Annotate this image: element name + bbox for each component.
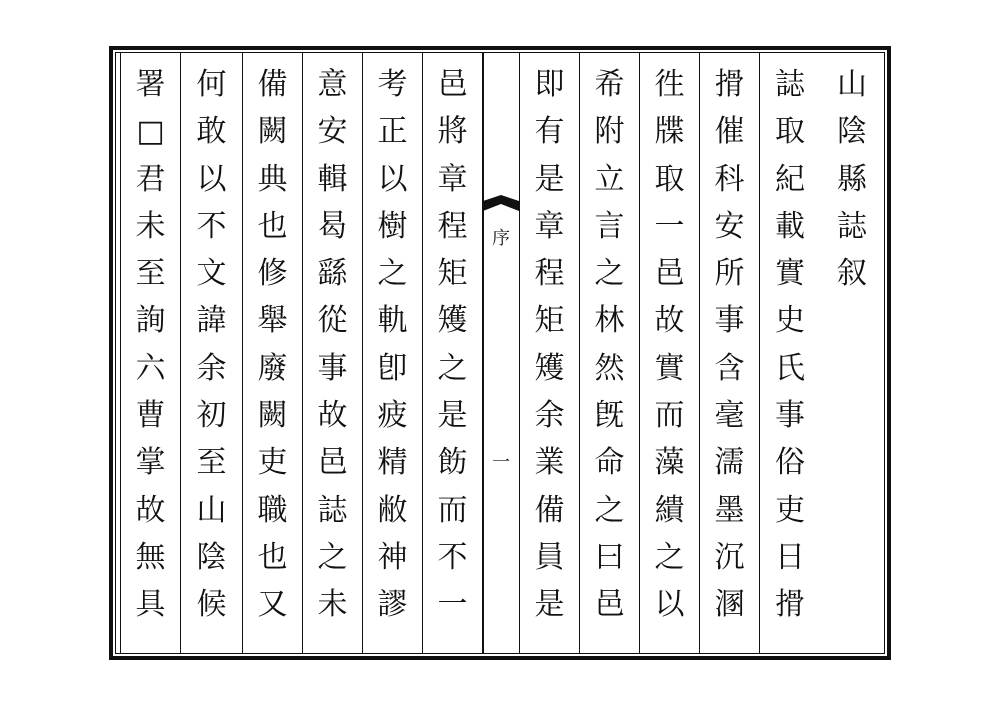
character: 修 <box>257 256 288 292</box>
character: 紀 <box>775 161 805 197</box>
character: 陰 <box>837 114 867 150</box>
character: 林 <box>594 303 625 339</box>
character: 余 <box>534 398 565 434</box>
character: 敢 <box>196 114 227 150</box>
character: 神 <box>377 539 408 575</box>
character: 謬 <box>377 587 408 623</box>
character: 繢 <box>654 492 685 528</box>
character: 曷 <box>317 208 348 244</box>
character: 實 <box>654 350 685 386</box>
character: 取 <box>654 161 685 197</box>
character: 立 <box>594 161 625 197</box>
character: 毫 <box>714 398 745 434</box>
character: 未 <box>135 208 166 244</box>
character: 之 <box>377 256 408 292</box>
text-column <box>302 53 362 653</box>
character: 備 <box>257 67 288 102</box>
character: 至 <box>196 445 227 481</box>
character: 故 <box>654 303 685 339</box>
character: 飭 <box>437 445 468 481</box>
character: 史 <box>775 303 805 339</box>
character: 故 <box>135 492 166 528</box>
character: 邑 <box>594 587 625 623</box>
text-column <box>579 53 639 653</box>
column-text <box>197 61 227 629</box>
fishtail-mark-icon <box>483 195 520 225</box>
character: 一 <box>437 587 468 623</box>
character: 山 <box>837 67 867 102</box>
character: 廢 <box>257 350 288 386</box>
character: 搰 <box>775 587 805 623</box>
character: 何 <box>196 67 227 102</box>
character: 員 <box>534 539 565 575</box>
character: 程 <box>437 208 468 244</box>
character: 不 <box>437 539 468 575</box>
character: 之 <box>654 539 685 575</box>
character: 也 <box>257 208 288 244</box>
character: 即 <box>534 67 565 102</box>
character: 未 <box>317 587 348 623</box>
character: 安 <box>317 114 348 150</box>
text-column <box>519 53 579 653</box>
character: 矩 <box>534 303 565 339</box>
center-band-line-right <box>519 53 520 653</box>
character: 縣 <box>837 161 867 197</box>
character: 以 <box>377 161 408 197</box>
column-text <box>595 61 625 629</box>
character: 是 <box>437 398 468 434</box>
character: 輯 <box>317 161 348 197</box>
character: 矩 <box>437 256 468 292</box>
text-column <box>422 53 482 653</box>
character: 之 <box>594 492 625 528</box>
character: 樹 <box>377 208 408 244</box>
character: 命 <box>594 445 625 481</box>
character: 候 <box>196 587 227 623</box>
character: 科 <box>714 161 745 197</box>
center-band-line-left <box>483 53 484 653</box>
character: 掌 <box>135 445 166 481</box>
text-column <box>180 53 242 653</box>
character: 附 <box>594 114 625 150</box>
text-column <box>699 53 759 653</box>
title-column <box>820 53 884 653</box>
character: 事 <box>775 398 805 434</box>
character: 事 <box>714 303 745 339</box>
character: 君 <box>135 161 166 197</box>
character: 不 <box>196 208 227 244</box>
character: 所 <box>714 256 745 292</box>
character: 濡 <box>714 445 745 481</box>
character: 闕 <box>257 114 288 150</box>
character: 矱 <box>534 350 565 386</box>
character: 之 <box>594 256 625 292</box>
character: 徃 <box>654 67 685 102</box>
character: 精 <box>377 445 408 481</box>
character: 有 <box>534 114 565 150</box>
character: 敝 <box>377 492 408 528</box>
character: 初 <box>196 398 227 434</box>
character: 典 <box>257 161 288 197</box>
center-band <box>482 53 519 653</box>
column-text <box>438 61 468 629</box>
character: 言 <box>594 208 625 244</box>
column-text <box>318 61 348 629</box>
character: 載 <box>775 208 805 244</box>
character: 氏 <box>775 350 805 386</box>
character: 誌 <box>317 492 348 528</box>
character: 詢 <box>135 303 166 339</box>
character: 一 <box>654 208 685 244</box>
character: 闕 <box>257 398 288 434</box>
character: 職 <box>257 492 288 528</box>
character: 吏 <box>257 445 288 481</box>
character: 六 <box>135 350 166 386</box>
column-text <box>136 61 166 629</box>
character: 俗 <box>775 445 805 481</box>
character: 溷 <box>714 587 745 623</box>
character: 而 <box>654 398 685 434</box>
character: 安 <box>714 208 745 244</box>
character: 軌 <box>377 303 408 339</box>
character: 署 <box>135 67 166 102</box>
character: 文 <box>196 256 227 292</box>
character: 曰 <box>594 539 625 575</box>
character: 無 <box>135 539 166 575</box>
section-label: 序 <box>492 228 510 249</box>
character: 日 <box>775 539 805 575</box>
character: 之 <box>437 350 468 386</box>
column-text <box>535 61 565 629</box>
character: 備 <box>534 492 565 528</box>
character: 沉 <box>714 539 745 575</box>
character: 催 <box>714 114 745 150</box>
character: 程 <box>534 256 565 292</box>
character: 邑 <box>654 256 685 292</box>
character: 搰 <box>714 67 745 102</box>
character: 正 <box>377 114 408 150</box>
character: 邑 <box>317 445 348 481</box>
character: 山 <box>196 492 227 528</box>
page-number: 一 <box>492 452 510 473</box>
character: 又 <box>257 587 288 623</box>
character: 余 <box>196 350 227 386</box>
column-text <box>837 61 867 297</box>
character: 事 <box>317 350 348 386</box>
character: 諱 <box>196 303 227 339</box>
character: 矱 <box>437 303 468 339</box>
character: 實 <box>775 256 805 292</box>
text-column <box>639 53 699 653</box>
character: 然 <box>594 350 625 386</box>
character: 故 <box>317 398 348 434</box>
character: 是 <box>534 161 565 197</box>
character: 曹 <box>135 398 166 434</box>
character: 而 <box>437 492 468 528</box>
character: 叙 <box>837 256 867 292</box>
character: 以 <box>654 587 685 623</box>
text-column <box>362 53 422 653</box>
character: 意 <box>317 67 348 102</box>
character: 具 <box>135 587 166 623</box>
column-text <box>775 61 805 629</box>
column-text <box>258 61 288 629</box>
character: 邑 <box>437 67 468 102</box>
character: 考 <box>377 67 408 102</box>
character: 從 <box>317 303 348 339</box>
character: 章 <box>437 161 468 197</box>
column-text <box>378 61 408 629</box>
character: 誌 <box>837 208 867 244</box>
character: □ <box>136 114 165 150</box>
character: 取 <box>775 114 805 150</box>
character: 希 <box>594 67 625 102</box>
character: 章 <box>534 208 565 244</box>
character: 疲 <box>377 398 408 434</box>
character: 繇 <box>317 256 348 292</box>
text-column <box>759 53 820 653</box>
character: 也 <box>257 539 288 575</box>
column-text <box>715 61 745 629</box>
character: 之 <box>317 539 348 575</box>
character: 陰 <box>196 539 227 575</box>
character: 含 <box>714 350 745 386</box>
character: 藻 <box>654 445 685 481</box>
character: 誌 <box>775 67 805 102</box>
character: 以 <box>196 161 227 197</box>
character: 卽 <box>377 350 408 386</box>
character: 至 <box>135 256 166 292</box>
column-text <box>655 61 685 629</box>
text-column <box>242 53 302 653</box>
character: 吏 <box>775 492 805 528</box>
text-column <box>120 53 180 653</box>
character: 旣 <box>594 398 625 434</box>
character: 墨 <box>714 492 745 528</box>
character: 舉 <box>257 303 288 339</box>
character: 業 <box>534 445 565 481</box>
character: 牒 <box>654 114 685 150</box>
character: 是 <box>534 587 565 623</box>
character: 將 <box>437 114 468 150</box>
